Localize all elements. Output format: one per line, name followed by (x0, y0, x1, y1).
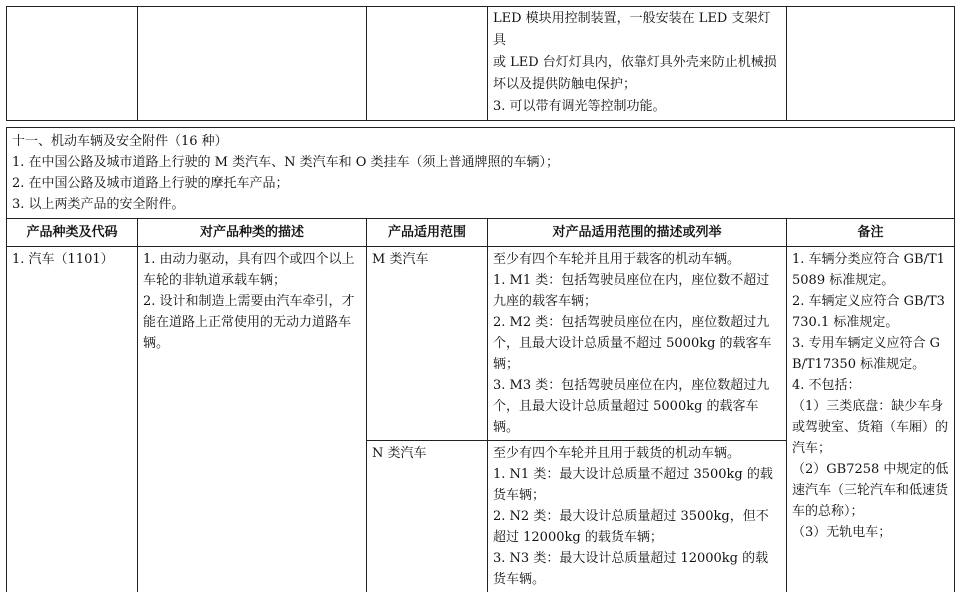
column-header: 备注 (787, 219, 955, 247)
remark-line: （2）GB7258 中规定的低速汽车（三轮汽车和低速货车的总称）； (792, 459, 949, 522)
scope-description-cell (488, 7, 787, 121)
section-item: 2. 在中国公路及城市道路上行驶的摩托车产品； (12, 173, 949, 194)
column-header: 产品种类及代码 (7, 219, 138, 247)
column-header: 对产品种类的描述 (138, 219, 367, 247)
remark-line: 3. 专用车辆定义应符合 GB/T17350 标准规定。 (792, 333, 949, 375)
section-item: 1. 在中国公路及城市道路上行驶的 M 类汽车、N 类汽车和 O 类挂车（须上普通牌照的车辆）； (12, 152, 949, 173)
scope-line: 2. M2 类：包括驾驶员座位在内，座位数超过九个，且最大设计总质量不超过 5000kg 的载客车辆； (493, 312, 781, 375)
product-description-cell (138, 247, 367, 592)
section-header (7, 128, 955, 219)
column-header: 产品适用范围 (367, 219, 488, 247)
product-name: 1. 汽车（1101） (12, 249, 132, 270)
scope-line: 至少有四个车轮并且用于载货的机动车辆。 (493, 443, 781, 464)
table-row (7, 247, 955, 441)
text-line: 或 LED 台灯灯具内，依靠灯具外壳来防止机械损 (493, 52, 781, 74)
description-line: 1. 由动力驱动，具有四个或四个以上车轮的非轨道承载车辆； (143, 249, 361, 291)
text-line: LED 模块用控制装置，一般安装在 LED 支架灯具 (493, 8, 781, 52)
continued-table (6, 6, 955, 121)
header-row (7, 219, 955, 247)
section-item: 3. 以上两类产品的安全附件。 (12, 194, 949, 215)
text-line: 3. 可以带有调光等控制功能。 (493, 96, 781, 118)
remark-line: 1. 车辆分类应符合 GB/T15089 标准规定。 (792, 249, 949, 291)
empty-cell (787, 7, 955, 121)
scope-description-cell (488, 441, 787, 592)
remark-line: （3）无轨电车； (792, 522, 949, 543)
section-title: 十一、机动车辆及安全附件（16 种） (12, 131, 949, 152)
column-header: 对产品适用范围的描述或列举 (488, 219, 787, 247)
text-line: 坏以及提供防触电保护； (493, 74, 781, 96)
empty-cell (138, 7, 367, 121)
remark-line: （1）三类底盘：缺少车身或驾驶室、货箱（车厢）的汽车； (792, 396, 949, 459)
scope-name: N 类汽车 (372, 443, 482, 464)
scope-line: 至少有四个车轮并且用于载客的机动车辆。 (493, 249, 781, 270)
scope-line: 2. N2 类：最大设计总质量超过 3500kg，但不超过 12000kg 的载货车辆； (493, 506, 781, 548)
scope-name: M 类汽车 (372, 249, 482, 270)
scope-line: 1. N1 类：最大设计总质量不超过 3500kg 的载货车辆； (493, 464, 781, 506)
scope-line: 1. M1 类：包括驾驶员座位在内，座位数不超过九座的载客车辆； (493, 270, 781, 312)
scope-line: 3. N3 类：最大设计总质量超过 12000kg 的载货车辆。 (493, 548, 781, 590)
scope-line: 3. M3 类：包括驾驶员座位在内，座位数超过九个，且最大设计总质量超过 5000kg 的载客车辆。 (493, 375, 781, 438)
vehicle-catalog-table (6, 127, 955, 592)
empty-cell (367, 7, 488, 121)
scope-name-cell (367, 247, 488, 441)
product-name-cell (7, 247, 138, 592)
remark-line: 2. 车辆定义应符合 GB/T3730.1 标准规定。 (792, 291, 949, 333)
description-line: 2. 设计和制造上需要由汽车牵引，才能在道路上正常使用的无动力道路车辆。 (143, 291, 361, 354)
empty-cell (7, 7, 138, 121)
scope-description-cell (488, 247, 787, 441)
remark-line: 4. 不包括： (792, 375, 949, 396)
scope-name-cell (367, 441, 488, 592)
remarks-cell (787, 247, 955, 592)
